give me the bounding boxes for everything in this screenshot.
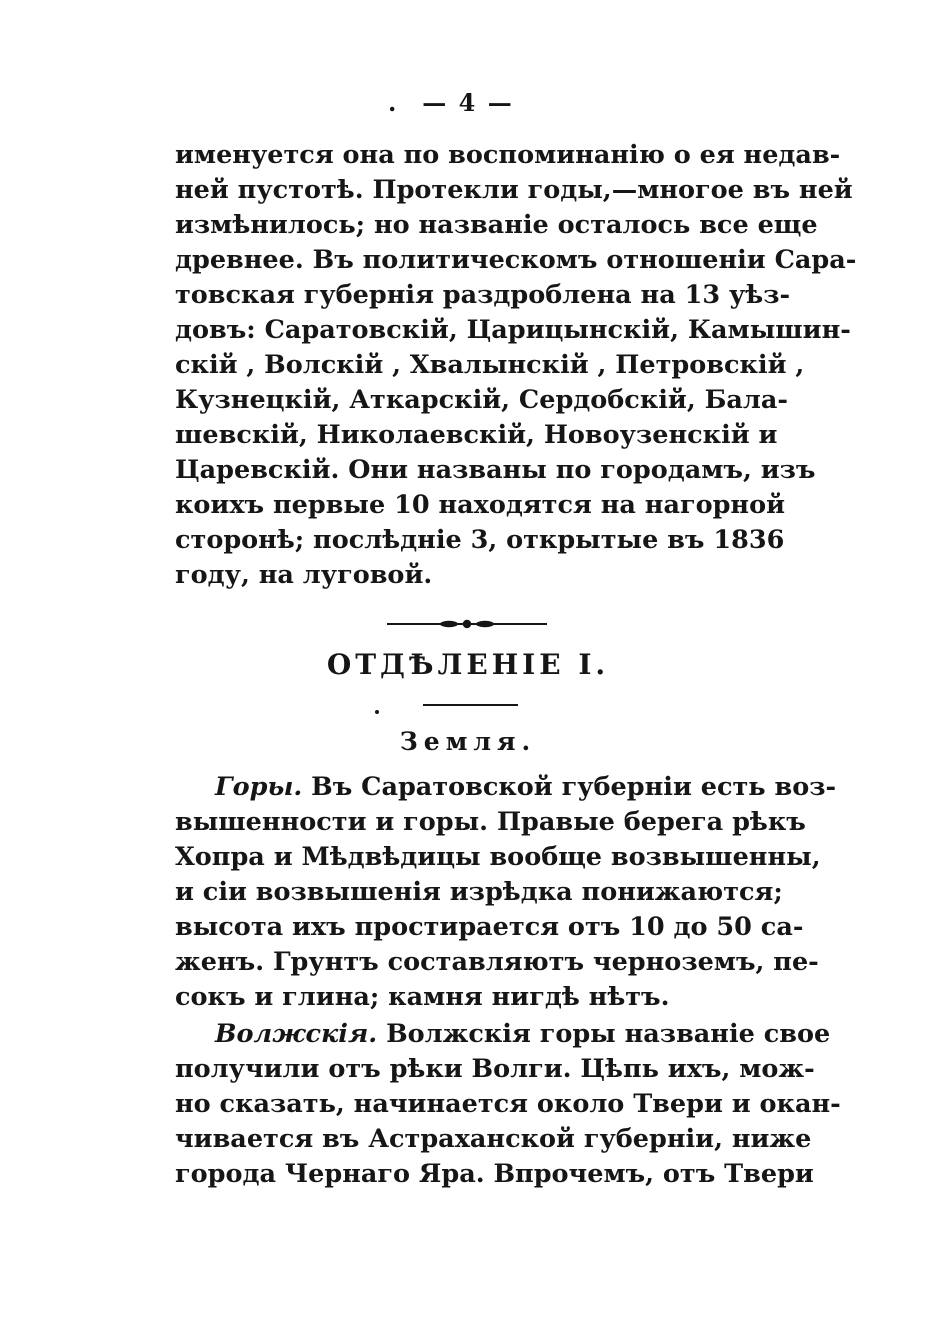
paragraph-1 [175,138,857,593]
text-line: женъ. Грунтъ составляютъ черноземъ, пе- [175,947,819,977]
text-fragment: Волжскія горы названіе свое [386,1019,831,1049]
text-line: Царевскій. Они названы по городамъ, изъ [175,455,816,485]
section-heading: ОТДѢЛЕНІЕ I. [326,648,610,681]
text-line: сокъ и глина; камня нигдѣ нѣтъ. [175,982,670,1012]
text-line: Хопра и Мѣдвѣдицы вообще возвышенны, [175,842,821,872]
text-line: вышенности и горы. Правые берега рѣкъ [175,807,806,837]
text-line: древнее. Въ политическомъ отношеніи Сара- [175,245,857,275]
text-line: и сіи возвышенія изрѣдка понижаются; [175,877,783,907]
text-line: году, на луговой. [175,560,433,590]
text-line: но сказать, начинается около Твери и окан- [175,1089,841,1119]
ornamental-divider [387,616,547,632]
text-line: города Чернаго Яра. Впрочемъ, отъ Твери [175,1159,814,1189]
text-line [175,1017,831,1052]
short-divider [423,704,518,706]
text-line: ней пустотѣ. Протекли годы,—многое въ ней [175,175,853,205]
paragraph-lead: Горы. [215,772,303,802]
text-fragment: Въ Саратовской губерніи есть воз- [311,772,837,802]
text-line: высота ихъ простирается отъ 10 до 50 са- [175,912,804,942]
text-line: коихъ первые 10 находятся на нагорной [175,490,786,520]
paragraph-2 [175,770,837,1015]
text-line: именуется она по воспоминанію о ея недав- [175,140,841,170]
text-line: довъ: Саратовскій, Царицынскій, Камышин- [175,315,851,345]
subsection-heading: Земля. [399,727,537,756]
text-line: Кузнецкій, Аткарскій, Сердобскій, Бала- [175,385,788,415]
page-number-area [0,88,936,117]
text-line [175,770,837,805]
text-line: товская губернія раздроблена на 13 уѣз- [175,280,791,310]
text-line: получили отъ рѣки Волги. Цѣпь ихъ, мож- [175,1054,815,1084]
text-line: чивается въ Астраханской губерніи, ниже [175,1124,812,1154]
paragraph-3 [175,1017,841,1192]
text-line: скій , Волскій , Хвалынскій , Петровскій , [175,350,805,380]
text-line: шевскій, Николаевскій, Новоузенскій и [175,420,778,450]
page-mark: . [388,88,399,117]
text-line: сторонѣ; послѣдніе 3, открытые въ 1836 [175,525,785,555]
paragraph-lead: Волжскія. [215,1019,378,1049]
ink-speck [375,710,379,714]
text-line: измѣнилось; но названіе осталось все еще [175,210,818,240]
page-number: — 4 — [422,88,514,117]
